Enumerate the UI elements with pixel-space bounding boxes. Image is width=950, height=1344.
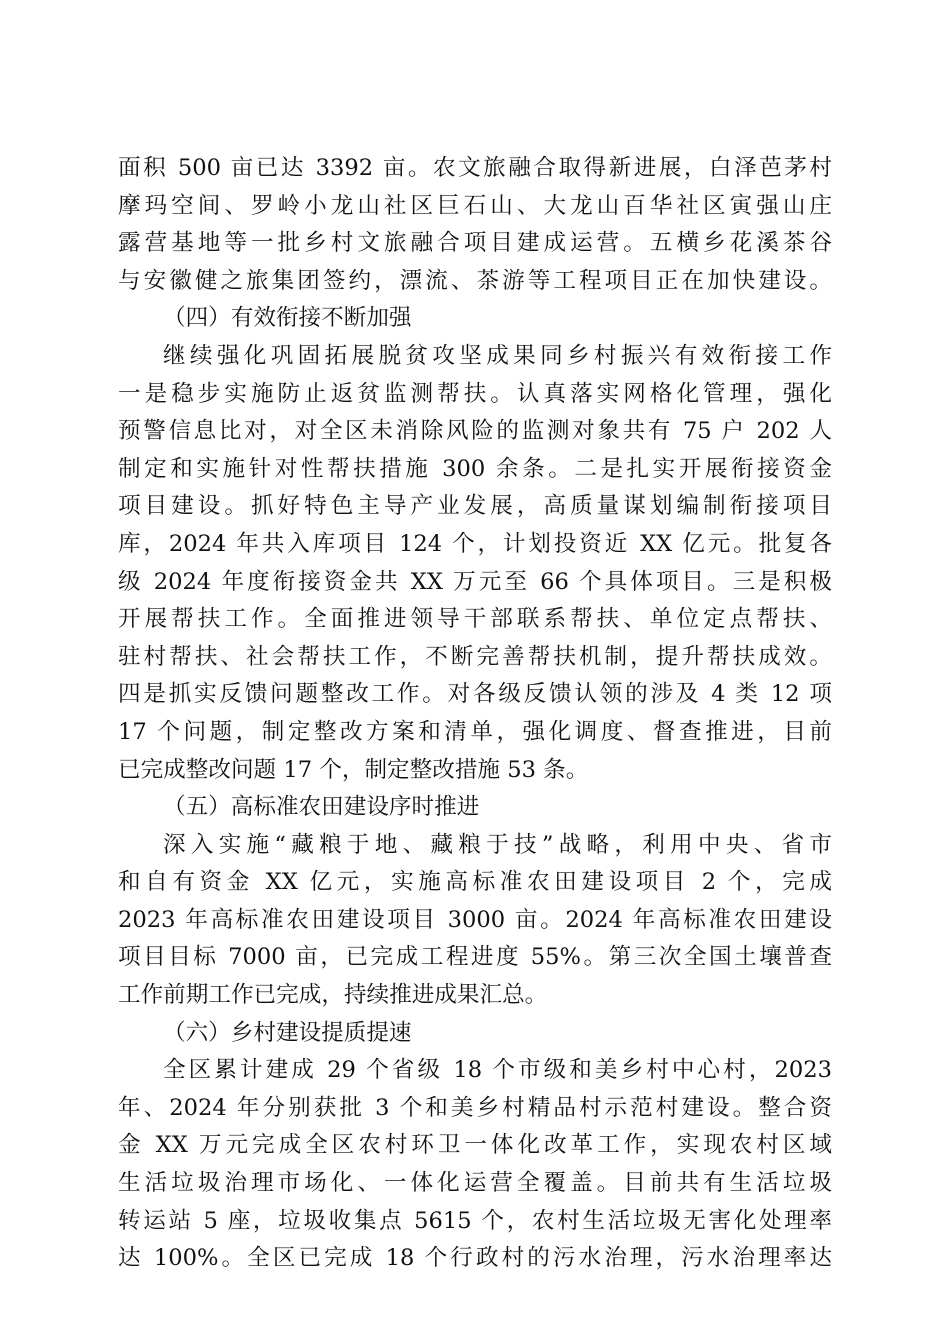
text-line: 生活垃圾治理市场化、一体化运营全覆盖。目前共有生活垃圾	[118, 1170, 832, 1197]
section-heading-5	[118, 789, 832, 827]
text-line: 继续强化巩固拓展脱贫攻坚成果同乡村振兴有效衔接工作	[163, 342, 832, 369]
text-line: 项目建设。抓好特色主导产业发展，高质量谋划编制衔接项目	[118, 493, 832, 520]
text-line: 2023 年高标准农田建设项目 3000 亩。2024 年高标准农田建设	[118, 906, 832, 933]
text-line: 已完成整改问题 17 个，制定整改措施 53 条。	[118, 756, 589, 783]
text-line: 转运站 5 座，垃圾收集点 5615 个，农村生活垃圾无害化处理率	[118, 1207, 832, 1234]
text-line: 驻村帮扶、社会帮扶工作，不断完善帮扶机制，提升帮扶成效。	[118, 643, 832, 670]
text-line: 金 XX 万元完成全区农村环卫一体化改革工作，实现农村区域	[118, 1132, 832, 1159]
text-line: 四是抓实反馈问题整改工作。对各级反馈认领的涉及 4 类 12 项	[118, 681, 832, 708]
text-line: 年、2024 年分别获批 3 个和美乡村精品村示范村建设。整合资	[118, 1094, 832, 1121]
paragraph-rural-construction	[118, 1052, 832, 1278]
heading-text: （四）有效衔接不断加强	[163, 305, 412, 332]
text-line: 项目目标 7000 亩，已完成工程进度 55%。第三次全国土壤普查	[118, 944, 832, 971]
text-line: 摩玛空间、罗岭小龙山社区巨石山、大龙山百华社区寅强山庄	[118, 192, 832, 219]
text-line: 工作前期工作已完成，持续推进成果汇总。	[118, 982, 548, 1009]
text-line: 制定和实施针对性帮扶措施 300 余条。二是扎实开展衔接资金	[118, 455, 832, 482]
text-line: 一是稳步实施防止返贫监测帮扶。认真落实网格化管理，强化	[118, 380, 832, 407]
section-heading-6	[118, 1015, 832, 1053]
text-line: 17 个问题，制定整改方案和清单，强化调度、督查推进，目前	[118, 718, 832, 745]
text-line: 深入实施“藏粮于地、藏粮于技”战略，利用中央、省市	[163, 831, 832, 858]
text-line: 露营基地等一批乡村文旅融合项目建成运营。五横乡花溪茶谷	[118, 230, 832, 257]
text-line: 和自有资金 XX 亿元，实施高标准农田建设项目 2 个，完成	[118, 869, 832, 896]
text-line: 预警信息比对，对全区未消除风险的监测对象共有 75 户 202 人	[118, 418, 832, 445]
text-line: 开展帮扶工作。全面推进领导干部联系帮扶、单位定点帮扶、	[118, 606, 832, 633]
text-line: 面积 500 亩已达 3392 亩。农文旅融合取得新进展，白泽芭茅村	[118, 155, 832, 181]
paragraph-farmland-construction	[118, 827, 832, 1015]
text-line: 与安徽健之旅集团签约，漂流、茶游等工程项目正在加快建设。	[118, 267, 832, 294]
text-line: 级 2024 年度衔接资金共 XX 万元至 66 个具体项目。三是积极	[118, 568, 832, 595]
heading-text: （五）高标准农田建设序时推进	[163, 794, 480, 821]
heading-text: （六）乡村建设提质提速	[163, 1019, 412, 1046]
section-heading-4	[118, 300, 832, 338]
document-body	[118, 150, 832, 1278]
paragraph-continuation	[118, 150, 832, 300]
text-line: 库，2024 年共入库项目 124 个，计划投资近 XX 亿元。批复各	[118, 530, 832, 557]
paragraph-effective-linkage	[118, 338, 832, 789]
text-line: 达 100%。全区已完成 18 个行政村的污水治理，污水治理率达	[118, 1245, 832, 1272]
text-line: 全区累计建成 29 个省级 18 个市级和美乡村中心村，2023	[163, 1057, 832, 1084]
